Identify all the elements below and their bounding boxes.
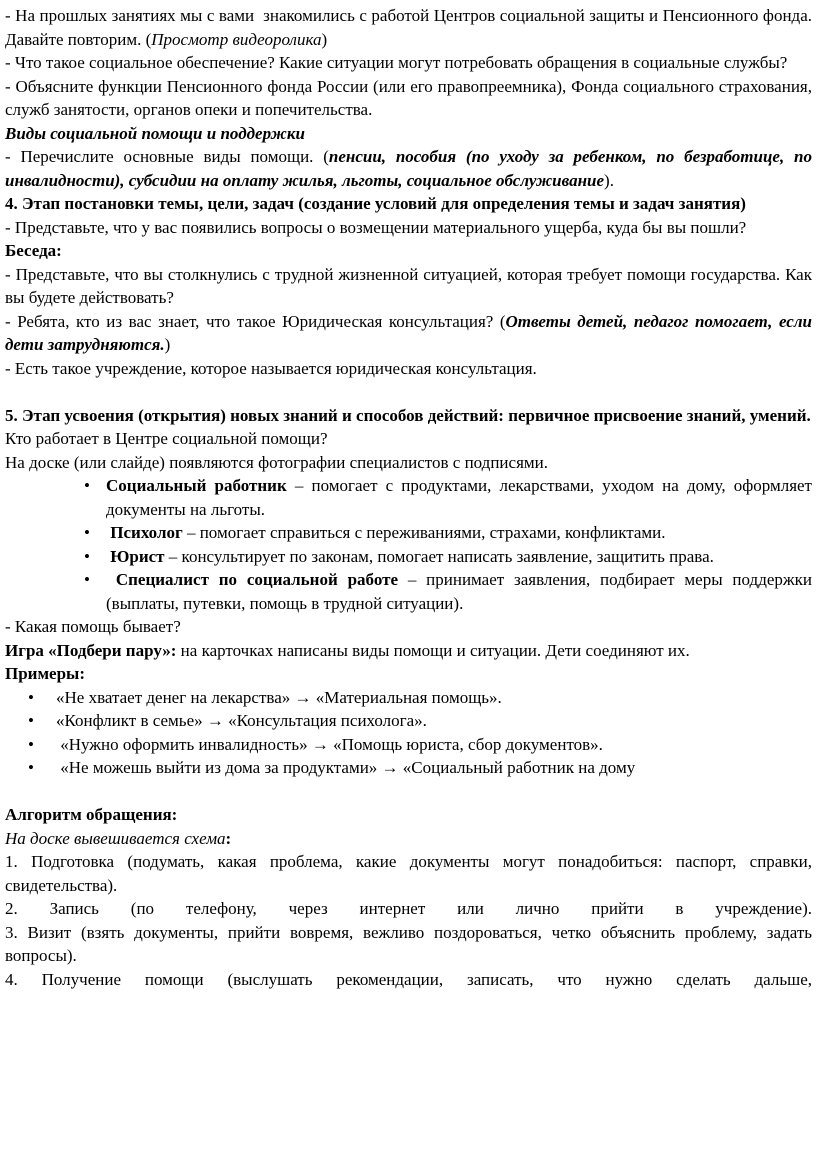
list-item-lawyer — [5, 545, 812, 569]
paragraph-review-intro — [5, 4, 816, 51]
text-run-bold: Специалист по социальной работе — [106, 570, 398, 589]
text-run-italic: На доске вывешивается схема — [5, 828, 226, 848]
text-run-bold-italic: Ответы детей, педагог помогает, если дети затрудняются. — [5, 311, 816, 354]
list-item-example-disability — [5, 733, 812, 757]
text-run-bold: Юрист — [106, 546, 165, 566]
bullet-icon: • — [28, 734, 34, 754]
text-run: на карточках написаны виды помощи и ситуации. Дети соединяют их. — [176, 640, 690, 660]
paragraph-legal-consultation-answer: - Есть такое учреждение, которое называется юридическая консультация. — [5, 358, 537, 378]
paragraph-difficult-situation: - Представьте, что вы столкнулись с трудной жизненной ситуацией, которая требует помощи государства. Как вы будете действовать? — [5, 264, 816, 307]
bullet-icon: • — [84, 523, 90, 542]
paragraph-photos-on-board: На доске (или слайде) появляются фотографии специалистов с подписями. — [5, 452, 548, 472]
heading-stage-5: 5. Этап усвоения (открытия) новых знаний и способов действий: первичное присвоение знаний, умений. — [5, 405, 811, 425]
text-run: – помогает с продуктами, лекарствами, уходом на дому, оформляет документы на льготы. — [106, 476, 816, 519]
text-run: «Конфликт в семье» → «Консультация психолога». — [56, 711, 427, 730]
paragraph-step-4-receiving-help: 4. Получение помощи (выслушать рекомендации, записать, что нужно сделать дальше, — [5, 969, 812, 989]
text-run-bold: Социальный работник — [106, 476, 287, 495]
text-run-bold: Игра «Подбери пару»: — [5, 640, 177, 660]
list-item-psychologist — [5, 521, 812, 545]
bullet-icon: • — [28, 758, 34, 777]
bullet-icon: • — [84, 546, 90, 566]
heading-examples: Примеры: — [5, 664, 85, 683]
text-run: – консультирует по законам, помогает написать заявление, защитить права. — [164, 546, 714, 566]
text-run-bold-italic: пенсии, пособия (по уходу за ребенком, по безработице, по инвалидности), субсидии на оплату жилья, льготы, социальное обслуживание — [5, 147, 816, 190]
paragraph-who-works: Кто работает в Центре социальной помощи? — [5, 429, 328, 448]
text-run: – помогает справиться с переживаниями, страхами, конфликтами. — [182, 523, 666, 542]
bullet-icon: • — [84, 476, 90, 495]
paragraph-question-social-security: - Что такое социальное обеспечение? Какие ситуации могут потребовать обращения в социальные службы? — [5, 53, 788, 72]
heading-stage-4: 4. Этап постановки темы, цели, задач (создание условий для определения темы и задач занятия) — [5, 194, 746, 213]
text-run: – принимает заявления, подбирает меры поддержки (выплаты, путевки, помощь в трудной ситуации). — [106, 570, 816, 613]
text-run: «Не хватает денег на лекарства» → «Материальная помощь». — [56, 687, 502, 707]
blank-line — [5, 380, 812, 404]
paragraph-step-1-preparation: 1. Подготовка (подумать, какая проблема, какие документы могут понадобиться: паспорт, справки, свидетельства). — [5, 852, 816, 895]
heading-algorithm: Алгоритм обращения: — [5, 805, 178, 824]
paragraph-game-match-pair — [5, 639, 812, 663]
bullet-icon: • — [84, 570, 90, 589]
blank-line — [5, 780, 812, 804]
bullet-icon: • — [28, 711, 34, 730]
text-run: «Не можешь выйти из дома за продуктами» → «Социальный работник на дому — [56, 758, 636, 777]
bullet-icon: • — [28, 687, 34, 707]
paragraph-legal-consultation-question — [5, 310, 816, 357]
text-run-bold: : — [225, 828, 232, 848]
text-run: - Перечислите основные виды помощи. ( — [5, 147, 329, 166]
paragraph-what-help: - Какая помощь бывает? — [5, 617, 181, 636]
paragraph-imagine-damage: - Представьте, что у вас появились вопросы о возмещении материального ущерба, куда бы вы пошли? — [5, 217, 747, 237]
list-item-social-work-specialist — [5, 568, 816, 615]
list-item-example-medicine — [5, 686, 812, 710]
text-run: ) — [164, 335, 171, 354]
text-run-bold: Психолог — [106, 523, 183, 542]
paragraph-step-2-registration: 2. Запись (по телефону, через интернет или лично прийти в учреждение). — [5, 899, 812, 918]
paragraph-scheme-on-board — [5, 827, 812, 851]
heading-types-of-aid: Виды социальной помощи и поддержки — [5, 123, 305, 143]
paragraph-question-pension-fund: - Объясните функции Пенсионного фонда России (или его правопреемника), Фонда социального страхования, служб занятости, органов опеки и попечительства. — [5, 76, 816, 119]
text-run: «Нужно оформить инвалидность» → «Помощь юриста, сбор документов». — [56, 734, 603, 754]
list-item-example-groceries — [5, 756, 812, 780]
paragraph-list-aid-types — [5, 145, 816, 192]
text-run: - На прошлых занятиях мы с вами знакомились с работой Центров социальной защиты и Пенсионного фонда. Давайте повторим. ( — [5, 6, 816, 49]
text-run: ) — [321, 29, 328, 49]
paragraph-step-3-visit: 3. Визит (взять документы, прийти вовремя, вежливо поздороваться, четко объяснить проблему, задать вопросы). — [5, 922, 816, 965]
heading-conversation: Беседа: — [5, 241, 62, 260]
list-item-example-family-conflict — [5, 709, 812, 733]
text-run: ). — [604, 170, 614, 190]
text-run-italic: Просмотр видеоролика — [151, 29, 322, 49]
list-item-social-worker — [5, 474, 816, 521]
text-run: - Ребята, кто из вас знает, что такое Юридическая консультация? ( — [5, 311, 506, 331]
